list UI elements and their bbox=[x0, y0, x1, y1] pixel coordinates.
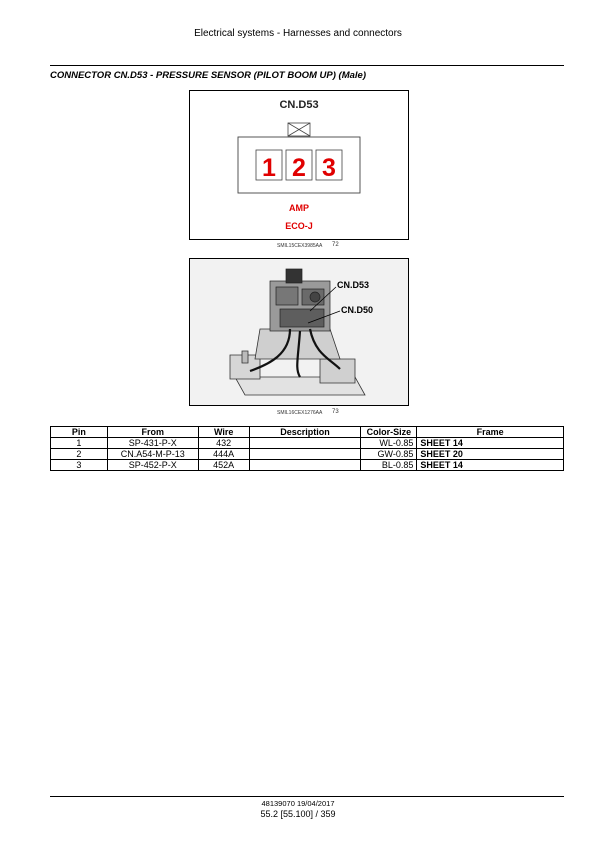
page-header-title: Electrical systems - Harnesses and connectors bbox=[194, 28, 402, 39]
cell-from: SP-431-P-X bbox=[107, 438, 198, 449]
footer-document-id: 48139070 19/04/2017 bbox=[261, 799, 335, 808]
header-divider bbox=[50, 65, 564, 66]
figure1-ref-number: 72 bbox=[332, 242, 339, 248]
pin-number-3: 3 bbox=[322, 154, 336, 182]
cell-description bbox=[249, 460, 361, 471]
connector-name-label: CN.D53 bbox=[279, 99, 319, 111]
header-frame: Frame bbox=[417, 427, 564, 438]
header-description: Description bbox=[249, 427, 361, 438]
connector-diagram-svg bbox=[190, 91, 408, 239]
location-photo bbox=[189, 258, 409, 406]
cell-color-size: BL-0.85 bbox=[361, 460, 417, 471]
pin-number-2: 2 bbox=[292, 154, 306, 182]
cell-from: CN.A54-M-P-13 bbox=[107, 449, 198, 460]
cell-wire: 444A bbox=[198, 449, 249, 460]
header-pin: Pin bbox=[51, 427, 108, 438]
cell-description bbox=[249, 438, 361, 449]
header-from: From bbox=[107, 427, 198, 438]
cell-from: SP-452-P-X bbox=[107, 460, 198, 471]
wire-table bbox=[50, 426, 564, 471]
table-row bbox=[51, 449, 564, 460]
cell-pin: 1 bbox=[51, 438, 108, 449]
cell-frame: SHEET 20 bbox=[417, 449, 564, 460]
cell-wire: 452A bbox=[198, 460, 249, 471]
connector-maker-label: AMP bbox=[289, 203, 309, 213]
callout-cn-d50: CN.D50 bbox=[341, 305, 374, 315]
latch-icon bbox=[288, 123, 310, 136]
table-row bbox=[51, 460, 564, 471]
cell-pin: 3 bbox=[51, 460, 108, 471]
connector-series-label: ECO-J bbox=[285, 221, 313, 231]
cell-wire: 432 bbox=[198, 438, 249, 449]
table-header-row bbox=[51, 427, 564, 438]
cell-pin: 2 bbox=[51, 449, 108, 460]
section-title: CONNECTOR CN.D53 - PRESSURE SENSOR (PILOT BOOM UP) (Male) bbox=[50, 70, 366, 81]
header-color-size: Color-Size bbox=[361, 427, 417, 438]
footer-page-number: 55.2 [55.100] / 359 bbox=[260, 809, 336, 819]
footer-divider bbox=[50, 796, 564, 797]
figure1-ref-code: SMIL15CEX3985AA bbox=[277, 243, 323, 249]
header-wire: Wire bbox=[198, 427, 249, 438]
figure2-ref-number: 73 bbox=[332, 409, 339, 415]
location-photo-svg bbox=[190, 259, 408, 405]
cell-frame: SHEET 14 bbox=[417, 438, 564, 449]
figure2-ref-code: SMIL16CEX1276AA bbox=[277, 410, 323, 416]
connector-diagram bbox=[189, 90, 409, 240]
cell-color-size: WL-0.85 bbox=[361, 438, 417, 449]
cell-description bbox=[249, 449, 361, 460]
table-row bbox=[51, 438, 564, 449]
pin-number-1: 1 bbox=[262, 154, 276, 182]
cell-frame: SHEET 14 bbox=[417, 460, 564, 471]
cell-color-size: GW-0.85 bbox=[361, 449, 417, 460]
callout-cn-d53: CN.D53 bbox=[337, 280, 370, 290]
